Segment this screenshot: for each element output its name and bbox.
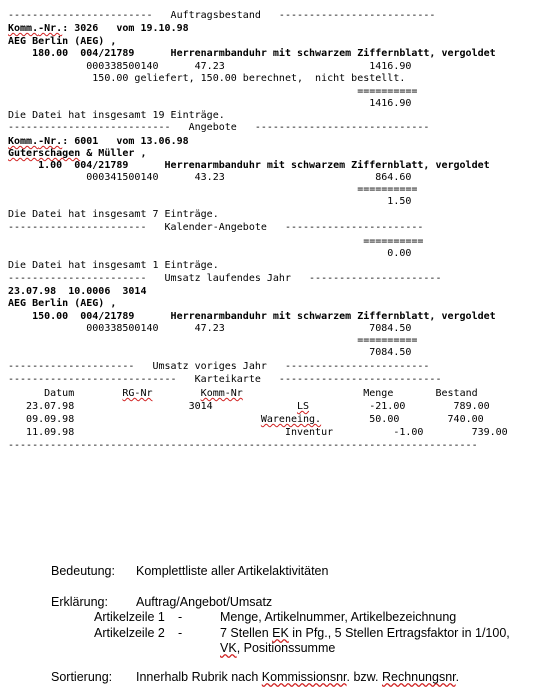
article-line-2: 000341500140 43.23 864.60 <box>8 172 412 183</box>
column-rg-nr: RG-Nr <box>122 388 153 399</box>
article-line-2: 000338500140 47.23 1416.90 <box>8 61 412 72</box>
artikelzeile-2-text: 7 Stellen EK in Pfg., 5 Stellen Ertragsfaktor in 1/100, <box>220 626 510 640</box>
sum-value: 0.00 <box>8 248 412 259</box>
artikelzeile-2-label: Artikelzeile 2 <box>94 626 165 640</box>
customer-line: AEG Berlin (AEG) , <box>8 298 117 309</box>
komm-prefix: Komm. <box>8 136 39 147</box>
komm-nr-value: : 3026 vom 19.10.98 <box>62 23 189 34</box>
invoice-line: 23.07.98 10.0006 3014 <box>8 286 147 297</box>
bedeutung-text: Komplettliste aller Artikelaktivitäten <box>136 564 329 578</box>
komm-nr-label: -Nr. <box>38 23 63 34</box>
komm-prefix: Komm. <box>8 23 39 34</box>
delivery-status-line: 150.00 geliefert, 150.00 berechnet, nicht bestellt. <box>8 73 406 84</box>
column-datum: Datum <box>8 388 123 399</box>
section-header-angebote: --------------------------- Angebote ----------------------------- <box>8 122 430 133</box>
sum-rule: ========== <box>8 86 418 97</box>
section-header-umsatz-laufendes-jahr: ----------------------- Umsatz laufendes Jahr ---------------------- <box>8 273 442 284</box>
customer-name-rest: & Müller , <box>80 148 147 159</box>
section-header-auftragsbestand: ------------------------ Auftragsbestand -------------------------- <box>8 10 436 21</box>
sum-value: 1416.90 <box>8 98 412 109</box>
rechnungsnr-word: Rechnungsnr <box>381 670 456 684</box>
artikelzeile-1-text: Menge, Artikelnummer, Artikelbezeichnung <box>220 610 457 624</box>
section-header-umsatz-voriges-jahr: --------------------- Umsatz voriges Jahr ------------------------ <box>8 361 430 372</box>
article-line-1: 1.00 004/21789 Herrenarmbanduhr mit schwarzem Ziffernblatt, vergoldet <box>8 160 490 171</box>
record-count: Die Datei hat insgesamt 19 Einträge. <box>8 110 225 121</box>
column-menge-bestand: Menge Bestand <box>242 388 478 399</box>
sum-rule: ========== <box>8 335 418 346</box>
section-header-karteikarte: ---------------------------- Karteikarte --------------------------- <box>8 374 442 385</box>
artikelzeile-2-dash: - <box>178 626 183 640</box>
sum-rule: ========== <box>8 184 418 195</box>
article-line-2: 000338500140 47.23 7084.50 <box>8 323 412 334</box>
vk-abbrev: VK <box>220 641 237 655</box>
komm-nr-value: : 6001 vom 13.06.98 <box>62 136 189 147</box>
sum-value: 1.50 <box>8 196 412 207</box>
sum-value: 7084.50 <box>8 347 412 358</box>
ek-abbrev: EK <box>272 626 289 640</box>
sortierung-label: Sortierung: <box>51 670 113 684</box>
record-count: Die Datei hat insgesamt 7 Einträge. <box>8 209 219 220</box>
table-row: 09.09.98 Wareneing. 50.00 740.00 <box>8 414 484 425</box>
offer-number-line <box>8 136 189 149</box>
customer-line <box>8 148 146 161</box>
customer-name-misspelled: Guterschagen <box>8 148 81 159</box>
artikelzeile-2-text-cont: VK, Positionssumme <box>220 641 336 655</box>
table-row: 23.07.98 3014 LS -21.00 789.00 <box>8 401 490 412</box>
article-line-1: 150.00 004/21789 Herrenarmbanduhr mit schwarzem Ziffernblatt, vergoldet <box>8 311 496 322</box>
bedeutung-label: Bedeutung: <box>51 564 115 578</box>
erklaerung-label: Erklärung: <box>51 595 108 609</box>
kommissionsnr-word: Kommissionsnr <box>261 670 347 684</box>
end-rule: ------------------------------------------------------------------------------ <box>8 440 478 451</box>
section-header-kalender-angebote: ----------------------- Kalender-Angebote ----------------------- <box>8 222 424 233</box>
column-komm-nr: Komm-Nr <box>200 388 243 399</box>
order-number-line <box>8 23 189 36</box>
sortierung-text: Innerhalb Rubrik nach Kommissionsnr. bzw. Rechnungsnr. <box>136 670 460 684</box>
record-count: Die Datei hat insgesamt 1 Einträge. <box>8 260 219 271</box>
movement-type: LS <box>296 401 310 412</box>
sum-rule: ========== <box>8 236 424 247</box>
article-line-1: 180.00 004/21789 Herrenarmbanduhr mit schwarzem Ziffernblatt, vergoldet <box>8 48 496 59</box>
table-row: 11.09.98 Inventur -1.00 739.00 <box>8 427 508 438</box>
movement-type: Wareneing. <box>260 414 322 425</box>
artikelzeile-1-dash: - <box>178 610 183 624</box>
customer-line: AEG Berlin (AEG) , <box>8 36 117 47</box>
komm-nr-label: -Nr. <box>38 136 63 147</box>
artikelzeile-1-label: Artikelzeile 1 <box>94 610 165 624</box>
karteikarte-column-headers <box>8 388 478 401</box>
erklaerung-text: Auftrag/Angebot/Umsatz <box>136 595 273 609</box>
